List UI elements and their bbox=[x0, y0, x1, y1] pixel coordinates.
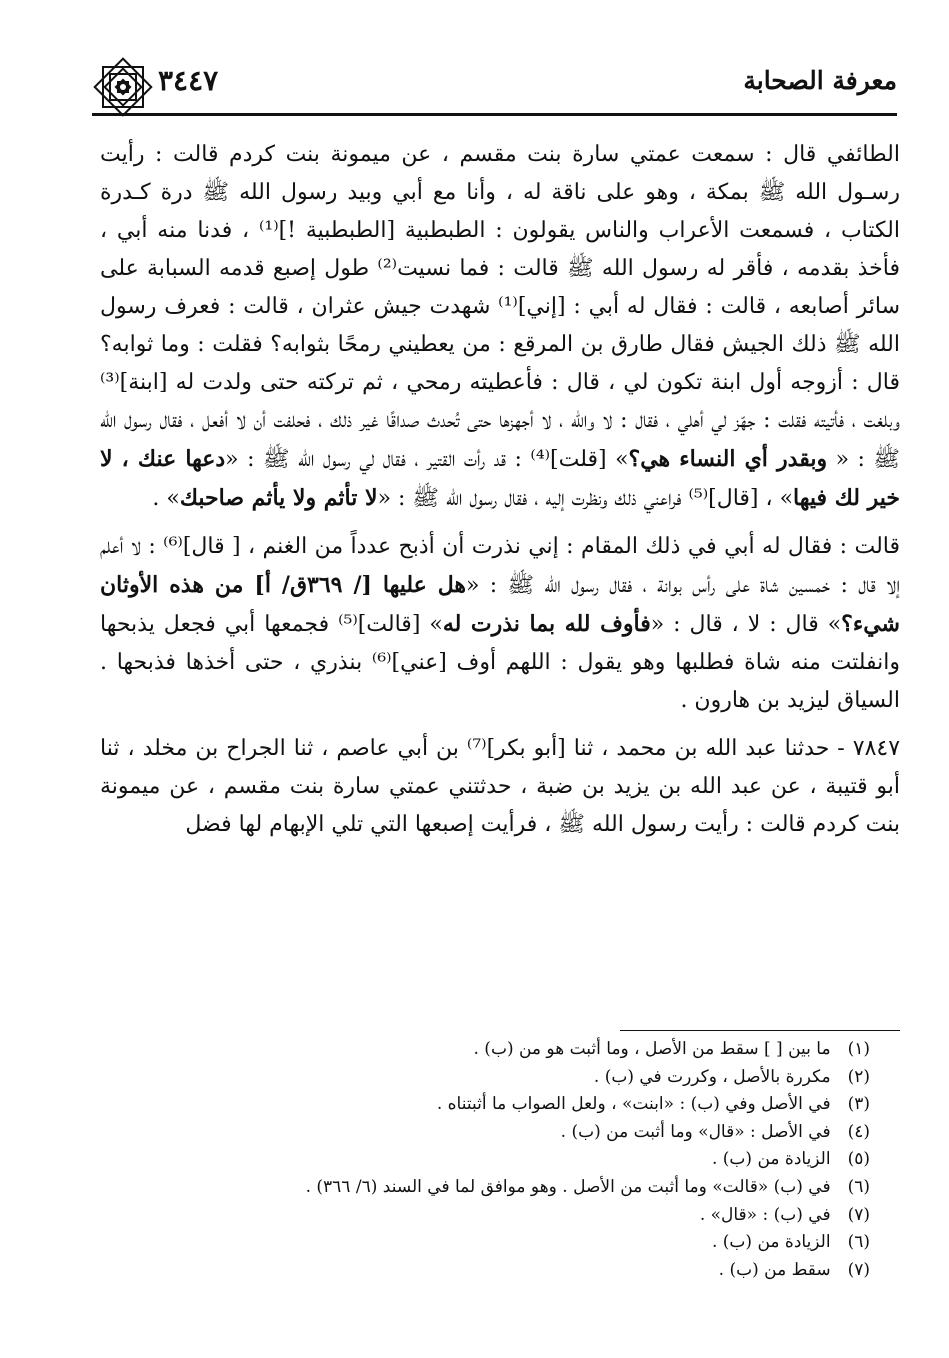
footnote-text: في الأصل : «قال» وما أثبت من (ب) . bbox=[560, 1121, 831, 1142]
footnote-number: (٦) bbox=[847, 1232, 870, 1253]
hadith-quote: هل عليها [/ ٣٦٩ق/ أ] من هذه الأوثان شيء؟ bbox=[100, 572, 900, 637]
body-paragraph bbox=[100, 136, 900, 518]
narration-text: ٧٨٤٧ - حدثنا عبد الله بن محمد ، ثنا [أبو بكر]⁽⁷⁾ بن أبي عاصم ، ثنا الجراح بن مخلد ، ثنا أبو قتيبة ، عن عبد الله بن يزيد بن ضبة ، حدثتني عمتي سارة بنت مقسم ، عن ميمونة بنت كردم قالت : رأيت رسول الله ﷺ ، فرأيت إصبعها التي تلي الإبهام لها فضل bbox=[100, 736, 901, 837]
narration-text: » . bbox=[152, 486, 180, 511]
hadith-quote: لا تأثم ولا يأثم صاحبك bbox=[179, 485, 378, 511]
page-number: ٣٤٤٧ bbox=[158, 64, 219, 97]
narration-text: الطائفي قال : سمعت عمتي سارة بنت مقسم ، عن ميمونة بنت كردم قالت : رأيت رسـول الله ﷺ بمكة ، وهو على ناقة له ، وأنا مع أبي وبيد رسول الله ﷺ درة كـدرة الكتاب ، فسمعت الأعراب والناس يقولون : الطبطبية [الطبطبية !]⁽¹⁾ ، فدنا منه أبي ، فأخذ بقدمه ، فأقر له رسول الله ﷺ قالت : فما نسيت⁽²⁾ طول إصبع قدمه السبابة على سائر أصابعه ، قالت : فقال له أبي : [إني]⁽¹⁾ شهدت جيش عثران ، قالت : فعرف رسول الله ﷺ ذلك الجيش فقال طارق بن المرقع : من يعطيني رمحًا بثوابه؟ فقلت : وما ثوابه؟ قال : أزوجه أول ابنة تكون لي ، قال : فأعطيته رمحي ، ثم تركته حتى ولدت له [ابنة]⁽³⁾ وبلغت ، فأتيته فقلت : جهّز لي أهلي ، فقال : لا والله ، لا أجهزها حتى تُحدث صداقًا غير ذلك ، فحلفت أن لا أفعل ، فقال رسول الله ﷺ : « bbox=[100, 142, 901, 472]
body-paragraph bbox=[100, 528, 900, 720]
footnote-text: سقط من (ب) . bbox=[718, 1259, 831, 1280]
narration-text: قالت : فقال له أبي في ذلك المقام : إني نذرت أن أذبح عدداً من الغنم ، [ قال]⁽⁶⁾ : لا أعلم إلا قال : خمسين شاة على رأس بوانة ، فقال رسول الله ﷺ : « bbox=[100, 534, 900, 598]
footnote-item bbox=[100, 1064, 870, 1092]
footnote-number: (٢) bbox=[847, 1066, 870, 1087]
footnote-number: (٣) bbox=[847, 1094, 870, 1115]
footnote-number: (٤) bbox=[847, 1121, 870, 1142]
footnote-number: (٧) bbox=[847, 1259, 870, 1280]
footnotes-list bbox=[100, 1036, 870, 1284]
footnote-number: (٦) bbox=[847, 1176, 870, 1197]
footnote-item bbox=[100, 1036, 870, 1064]
narration-text: » ، [قال]⁽⁵⁾ فراعني ذلك ونظرت إليه ، فقال رسول الله ﷺ : « bbox=[377, 486, 794, 511]
footnote-text: ما بين [ ] سقط من الأصل ، وما أثبت هو من (ب) . bbox=[473, 1039, 831, 1059]
footnote-item bbox=[100, 1091, 870, 1119]
footnote-item bbox=[100, 1174, 870, 1202]
footnote-item bbox=[100, 1146, 870, 1174]
footnote-text: في (ب) «قالت» وما أثبت من الأصل . وهو موافق لما في السند (٦/ ٣٦٦) . bbox=[305, 1176, 831, 1197]
body-paragraph bbox=[100, 730, 900, 844]
narration-text: » [قلت]⁽⁴⁾ : قد رأت القتير ، فقال لي رسول الله ﷺ : « bbox=[225, 447, 629, 472]
footnote-divider bbox=[620, 1030, 900, 1031]
footnote-text: الزيادة من (ب) . bbox=[711, 1232, 831, 1253]
header-divider bbox=[92, 113, 897, 116]
narration-text: » [قالت]⁽⁵⁾ فجمعها أبي فجعل يذبحها وانفلتت منه شاة فطلبها وهو يقول : اللهم أوف [عني]⁽⁶⁾ بنذري ، حتى أخذها فذبحها . السياق ليزيد بن هارون . bbox=[100, 612, 900, 713]
narration-text: » قال : لا ، قال : « bbox=[650, 612, 842, 637]
hadith-quote: فأوف لله بما نذرت له bbox=[442, 611, 651, 637]
footnote-number: (٥) bbox=[847, 1149, 870, 1170]
footnote-text: الزيادة من (ب) . bbox=[711, 1149, 831, 1170]
footnote-text: في (ب) : «قال» . bbox=[699, 1204, 831, 1225]
footnote-item bbox=[100, 1257, 870, 1285]
footnote-text: في الأصل وفي (ب) : «ابنت» ، ولعل الصواب ما أثبتناه . bbox=[436, 1094, 831, 1115]
hadith-quote: دعها عنك ، لا خير لك فيها bbox=[100, 446, 900, 511]
footnote-number: (١) bbox=[847, 1039, 870, 1059]
footnote-number: (٧) bbox=[847, 1204, 870, 1225]
footnote-text: مكررة بالأصل ، وكررت في (ب) . bbox=[593, 1066, 831, 1087]
footnote-item bbox=[100, 1202, 870, 1230]
footnote-item bbox=[100, 1229, 870, 1257]
hadith-quote: وبقدر أي النساء هي؟ bbox=[628, 446, 828, 472]
book-title: معرفة الصحابة bbox=[743, 66, 897, 95]
octagram-ornament-icon bbox=[92, 56, 154, 118]
running-header bbox=[92, 62, 897, 112]
main-text bbox=[100, 136, 900, 844]
footnote-item bbox=[100, 1119, 870, 1147]
